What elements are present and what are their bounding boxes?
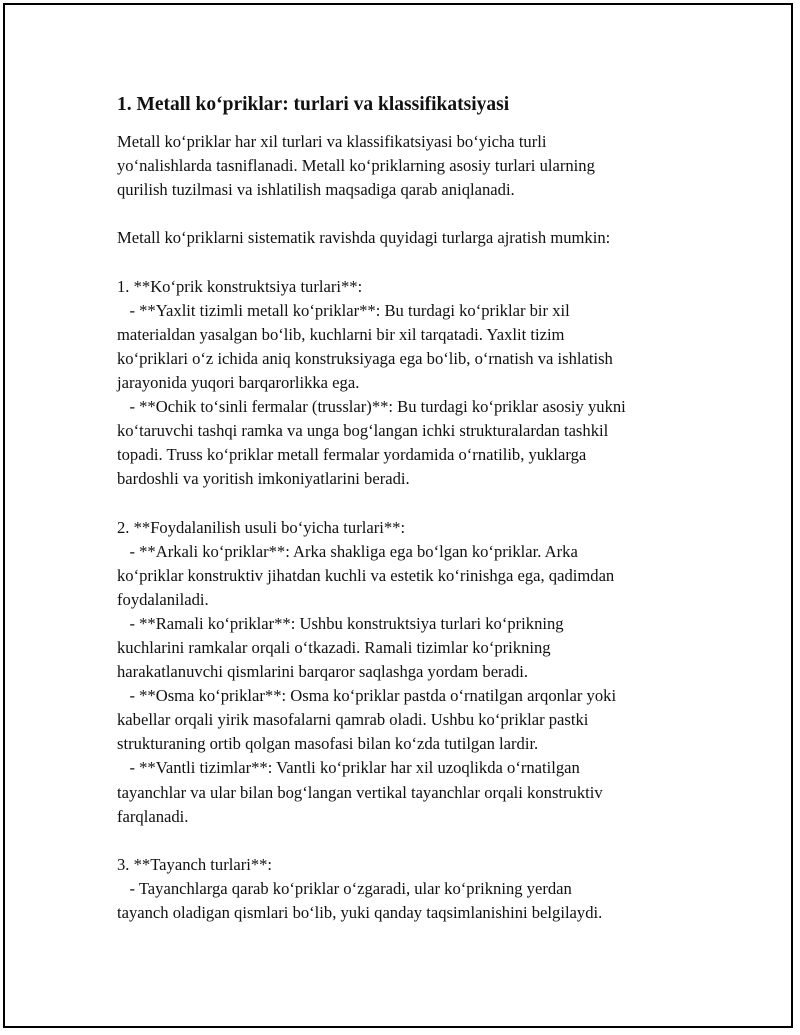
blank-line bbox=[117, 491, 717, 515]
text-line: ko‘taruvchi tashqi ramka va unga bog‘langan ichki strukturalardan tashkil bbox=[117, 421, 609, 441]
text-line: materialdan yasalgan bo‘lib, kuchlarni bir xil tarqatadi. Yaxlit tizim bbox=[117, 324, 565, 344]
text-line: 2. **Foydalanilish usuli bo‘yicha turlari**: bbox=[117, 517, 406, 537]
document-title: 1. Metall ko‘priklar: turlari va klassifikatsiyasi bbox=[117, 94, 510, 115]
text-line: - **Vantli tizimlar**: Vantli ko‘priklar har xil uzoqlikda o‘rnatilgan bbox=[117, 758, 580, 778]
text-line: - **Arkali ko‘priklar**: Arka shakliga ega bo‘lgan ko‘priklar. Arka bbox=[117, 541, 578, 561]
text-line: kuchlarini ramkalar orqali o‘tkazadi. Ramali tizimlar ko‘prikning bbox=[117, 637, 551, 657]
text-line: bardoshli va yoritish imkoniyatlarini beradi. bbox=[117, 469, 410, 489]
blank-line bbox=[117, 829, 717, 853]
text-line: Metall ko‘priklarni sistematik ravishda quyidagi turlarga ajratish mumkin: bbox=[117, 228, 611, 248]
text-line: ko‘priklari o‘z ichida aniq konstruksiyaga ega bo‘lib, o‘rnatish va ishlatish bbox=[117, 348, 613, 368]
text-line: farqlanadi. bbox=[117, 806, 189, 826]
text-line: ko‘priklar konstruktiv jihatdan kuchli va estetik ko‘rinishga ega, qadimdan bbox=[117, 565, 615, 585]
text-line: strukturaning ortib qolgan masofasi bilan ko‘zda tutilgan lardir. bbox=[117, 734, 539, 754]
text-line: 3. **Tayanch turlari**: bbox=[117, 854, 273, 874]
text-line: - **Yaxlit tizimli metall ko‘priklar**: Bu turdagi ko‘priklar bir xil bbox=[117, 300, 570, 320]
text-line: tayanchlar va ular bilan bog‘langan vertikal tayanchlar orqali konstruktiv bbox=[117, 782, 603, 802]
text-line: harakatlanuvchi qismlarini barqaror saqlashga yordam beradi. bbox=[117, 662, 529, 682]
text-line: qurilish tuzilmasi va ishlatilish maqsadiga qarab aniqlanadi. bbox=[117, 180, 515, 200]
text-line: jarayonida yuqori barqarorlikka ega. bbox=[117, 372, 360, 392]
document-text bbox=[117, 130, 717, 925]
text-line: - **Ochik to‘sinli fermalar (trusslar)**: Bu turdagi ko‘priklar asosiy yukni bbox=[117, 397, 626, 417]
text-line: - **Osma ko‘priklar**: Osma ko‘priklar pastda o‘rnatilgan arqonlar yoki bbox=[117, 686, 617, 706]
text-line: foydalaniladi. bbox=[117, 589, 209, 609]
text-line: kabellar orqali yirik masofalarni qamrab oladi. Ushbu ko‘priklar pastki bbox=[117, 710, 589, 730]
text-line: 1. **Ko‘prik konstruktsiya turlari**: bbox=[117, 276, 363, 296]
text-line: topadi. Truss ko‘priklar metall fermalar yordamida o‘rnatilib, yuklarga bbox=[117, 445, 587, 465]
blank-line bbox=[117, 202, 717, 226]
text-line: - **Ramali ko‘priklar**: Ushbu konstruktsiya turlari ko‘prikning bbox=[117, 613, 564, 633]
text-line: Metall ko‘priklar har xil turlari va klassifikatsiyasi bo‘yicha turli bbox=[117, 132, 547, 151]
text-line: yo‘nalishlarda tasniflanadi. Metall ko‘priklarning asosiy turlari ularning bbox=[117, 156, 595, 176]
document-body bbox=[117, 92, 717, 925]
blank-line bbox=[117, 250, 717, 274]
text-line: - Tayanchlarga qarab ko‘priklar o‘zgaradi, ular ko‘prikning yerdan bbox=[117, 878, 572, 898]
text-line: tayanch oladigan qismlari bo‘lib, yuki qanday taqsimlanishini belgilaydi. bbox=[117, 903, 603, 922]
